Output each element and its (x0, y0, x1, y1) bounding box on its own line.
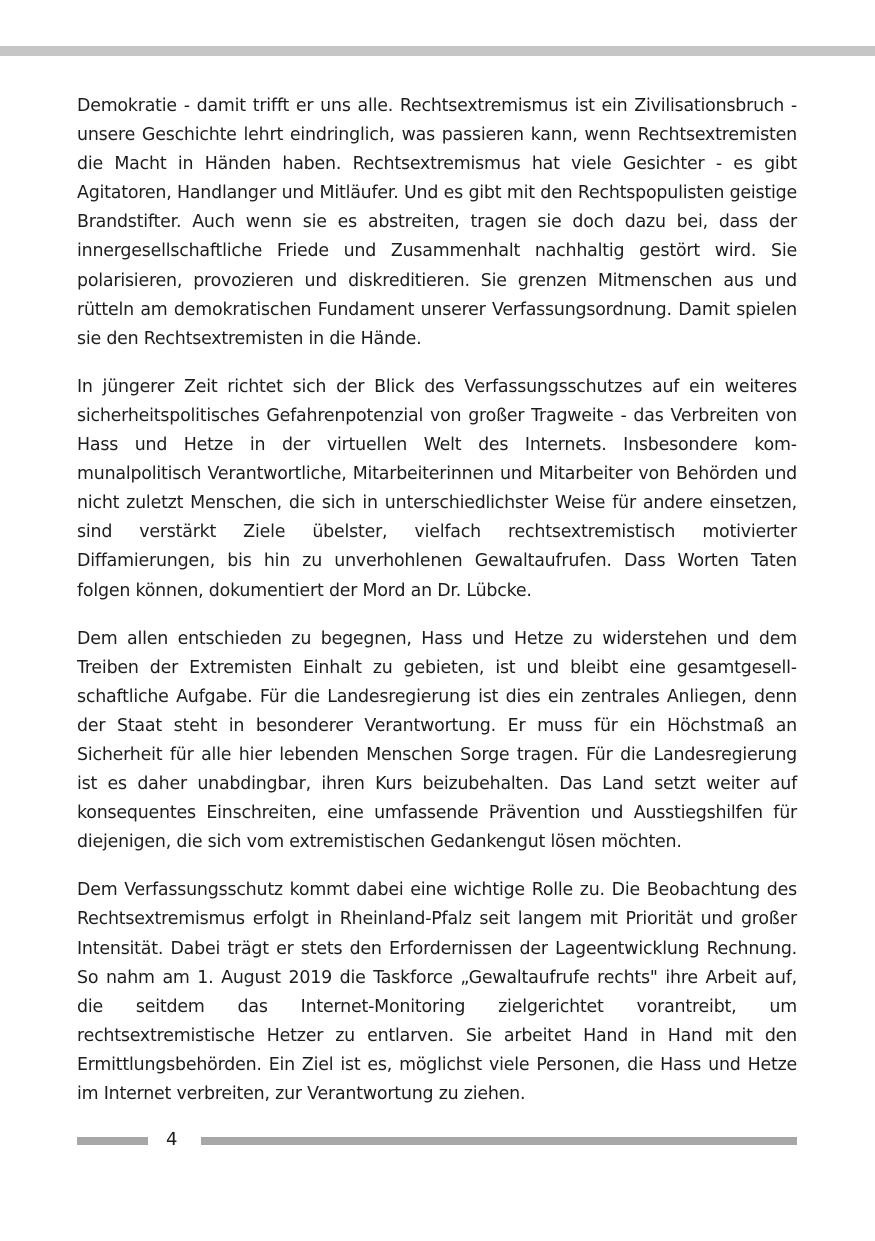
paragraph-3: Dem allen entschieden zu begegnen, Hass und Hetze zu widerstehen und dem Treiben der Extremisten Einhalt zu gebieten, ist und bleibt eine gesamtgesellschaftliche Aufgabe. Für die Landesregierung ist dies ein zentrales Anliegen, denn der Staat steht in besonderer Verantwortung. Er muss für ein Höchstmaß an Sicherheit für alle hier lebenden Menschen Sorge tragen. Für die Landesregierung ist es daher unabdingbar, ihren Kurs beizubehalten. Das Land setzt weiter auf konsequentes Einschreiten, eine umfassende Prävention und Ausstiegshilfen für diejenigen, die sich vom extremistischen Gedankengut lösen möchten. (77, 628, 797, 853)
top-rule (0, 46, 875, 56)
footer-left-bar (77, 1137, 148, 1145)
body-text (77, 92, 797, 1128)
paragraph-4: Dem Verfassungsschutz kommt dabei eine wichtige Rolle zu. Die Beobachtung des Rechtsextremismus erfolgt in Rheinland-Pfalz seit langem mit Priorität und großer Intensität. Dabei trägt er stets den Erfordernissen der Lageentwicklung Rechnung. So nahm am 1. August 2019 die Taskforce „Gewaltaufrufe rechts" ihre Arbeit auf, die seitdem das Internet-Monitoring zielgerichtet vorantreibt, um rechtsextremistische Hetzer zu entlarven. Sie arbeitet Hand in Hand mit den Ermittlungsbehörden. Ein Ziel ist es, möglichst viele Personen, die Hass und Hetze im Internet verbreiten, zur Verantwortung zu ziehen. (77, 880, 797, 1104)
page-number: 4 (166, 1129, 178, 1150)
paragraph-2: In jüngerer Zeit richtet sich der Blick des Verfassungsschutzes auf ein weiteres sicherheitspolitisches Gefahrenpotenzial von großer Tragweite - das Verbreiten von Hass und Hetze in der virtuellen Welt des Internets. Insbesondere kommunalpolitisch Verantwortliche, Mitarbeiterinnen und Mitarbeiter von Behörden und nicht zuletzt Menschen, die sich in unterschiedlichster Weise für andere einsetzen, sind verstärkt Ziele übelster, vielfach rechtsextremistisch motivierter Diffamierungen, bis hin zu unverhohlenen Gewaltaufrufen. Dass Worten Taten folgen können, dokumentiert der Mord an Dr. Lübcke. (77, 376, 797, 601)
footer-right-bar (201, 1137, 797, 1145)
paragraph-1: Demokratie - damit trifft er uns alle. Rechtsextremismus ist ein Zivilisationsbruch - unsere Geschichte lehrt eindringlich, was passieren kann, wenn Rechtsextremisten die Macht in Händen haben. Rechtsextremismus hat viele Gesichter - es gibt Agitatoren, Handlanger und Mitläufer. Und es gibt mit den Rechtspopulisten geistige Brandstifter. Auch wenn sie es abstreiten, tragen sie doch dazu bei, dass der innergesellschaftliche Friede und Zusammenhalt nachhaltig gestört wird. Sie polarisieren, provozieren und diskreditieren. Sie grenzen Mitmenschen aus und rütteln am demokratischen Fundament unserer Verfassungsordnung. Damit spielen sie den Rechtsextremisten in die Hände. (77, 96, 797, 349)
